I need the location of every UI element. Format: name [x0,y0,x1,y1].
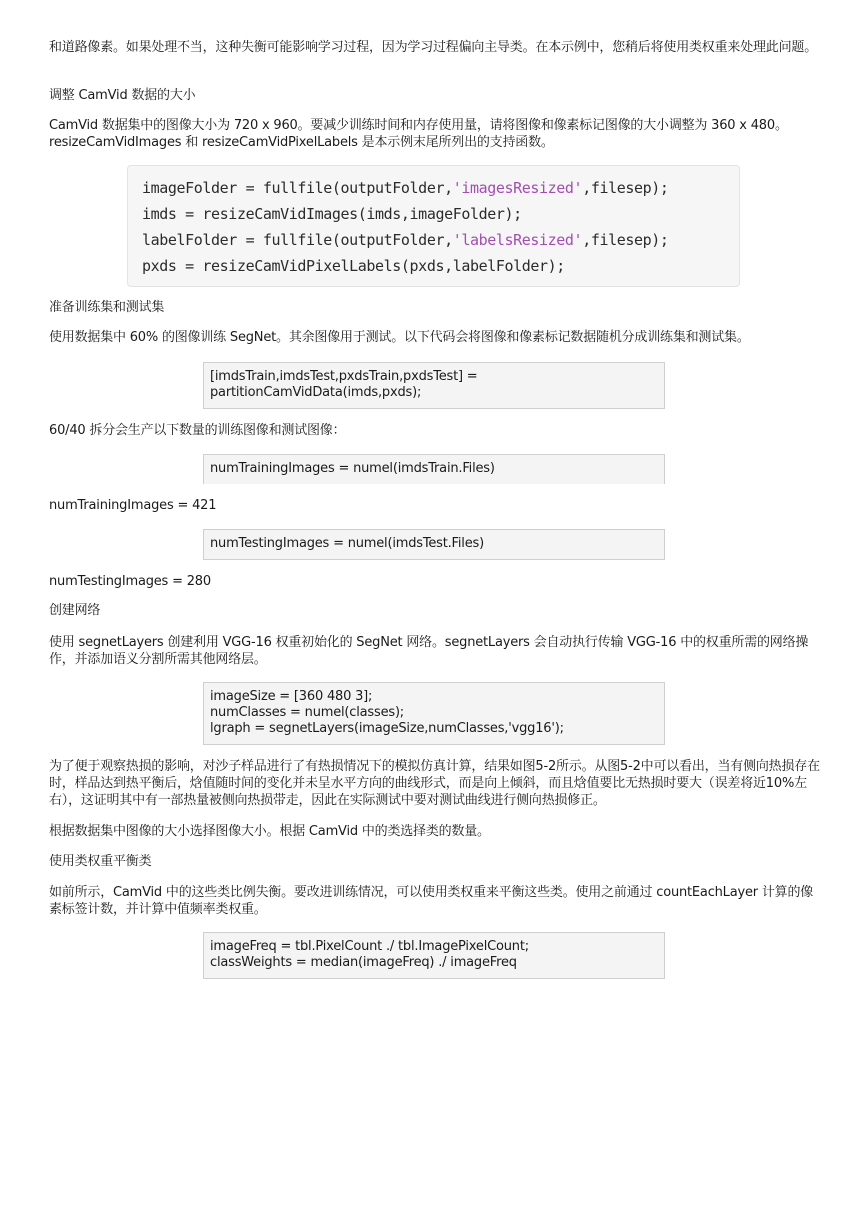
resize-code-image [127,165,740,287]
code-line: imageFreq = tbl.PixelCount ./ tbl.ImagePixelCount; [210,939,529,954]
code-line: imageFolder = fullfile(outputFolder,'imagesResized',filesep); [142,179,669,197]
code-line: imageSize = [360 480 3]; [210,689,373,704]
partition-paragraph: 使用数据集中 60% 的图像训练 SegNet。其余图像用于测试。以下代码会将图像和像素标记数据随机分成训练集和测试集。 [49,330,750,345]
code-line: numTestingImages = numel(imdsTest.Files) [210,536,484,551]
testing-count-code-block [203,529,665,560]
code-line: partitionCamVidData(imds,pxds); [210,385,422,400]
code-line: pxds = resizeCamVidPixelLabels(pxds,labelFolder); [142,257,565,275]
section-heading-partition: 准备训练集和测试集 [49,300,165,315]
network-paragraph: 使用 segnetLayers 创建利用 VGG-16 权重初始化的 SegNet 网络。segnetLayers 会自动执行传输 VGG-16 中的权重所需的网络操作，并添加语义分割所需其他网络层。 [49,635,809,667]
code-line: classWeights = median(imageFreq) ./ imageFreq [210,955,517,970]
training-count-output: numTrainingImages = 421 [49,498,217,513]
partition-code-block [203,362,665,409]
class-weights-code-block [203,932,665,979]
section-heading-class-weights: 使用类权重平衡类 [49,854,152,869]
network-code-block [203,682,665,745]
code-line: numTrainingImages = numel(imdsTrain.Files) [210,461,495,476]
training-count-code-block [203,454,665,484]
testing-count-output: numTestingImages = 280 [49,574,211,589]
code-line: imds = resizeCamVidImages(imds,imageFolder); [142,205,522,223]
heat-loss-paragraph: 为了便于观察热损的影响，对沙子样品进行了有热损情况下的模拟仿真计算，结果如图5-2所示。从图5-2中可以看出，当有侧向热损存在时，样品达到热平衡后，焓值随时间的变化并未呈水平方向的曲线形式，而是向上倾斜，而且焓值要比无热损时要大（误差将近10%左右），这证明其中有一部热量被侧向热损带走，因此在实际测试中要对测试曲线进行侧向热损修正。 [49,759,820,808]
resize-paragraph: CamVid 数据集中的图像大小为 720 x 960。要减少训练时间和内存使用量，请将图像和像素标记图像的大小调整为 360 x 480。resizeCamVidImages 和 resizeCamVidPixelLabels 是本示例末尾所列出的支持函数。 [49,118,788,150]
image-size-paragraph: 根据数据集中图像的大小选择图像大小。根据 CamVid 中的类选择类的数量。 [49,824,490,839]
class-weights-paragraph: 如前所示，CamVid 中的这些类比例失衡。要改进训练情况，可以使用类权重来平衡这些类。使用之前通过 countEachLayer 计算的像素标签计数，并计算中值频率类权重。 [49,885,814,917]
code-line: lgraph = segnetLayers(imageSize,numClasses,'vgg16'); [210,721,564,736]
code-line: [imdsTrain,imdsTest,pxdsTrain,pxdsTest] = [210,369,478,384]
section-heading-resize: 调整 CamVid 数据的大小 [49,88,196,103]
code-line: labelFolder = fullfile(outputFolder,'labelsResized',filesep); [142,231,669,249]
section-heading-network: 创建网络 [49,603,101,618]
split-paragraph: 60/40 拆分会生产以下数量的训练图像和测试图像： [49,423,346,438]
code-line: numClasses = numel(classes); [210,705,404,720]
intro-paragraph: 和道路像素。如果处理不当，这种失衡可能影响学习过程，因为学习过程偏向主导类。在本示例中，您稍后将使用类权重来处理此问题。 [49,40,818,55]
